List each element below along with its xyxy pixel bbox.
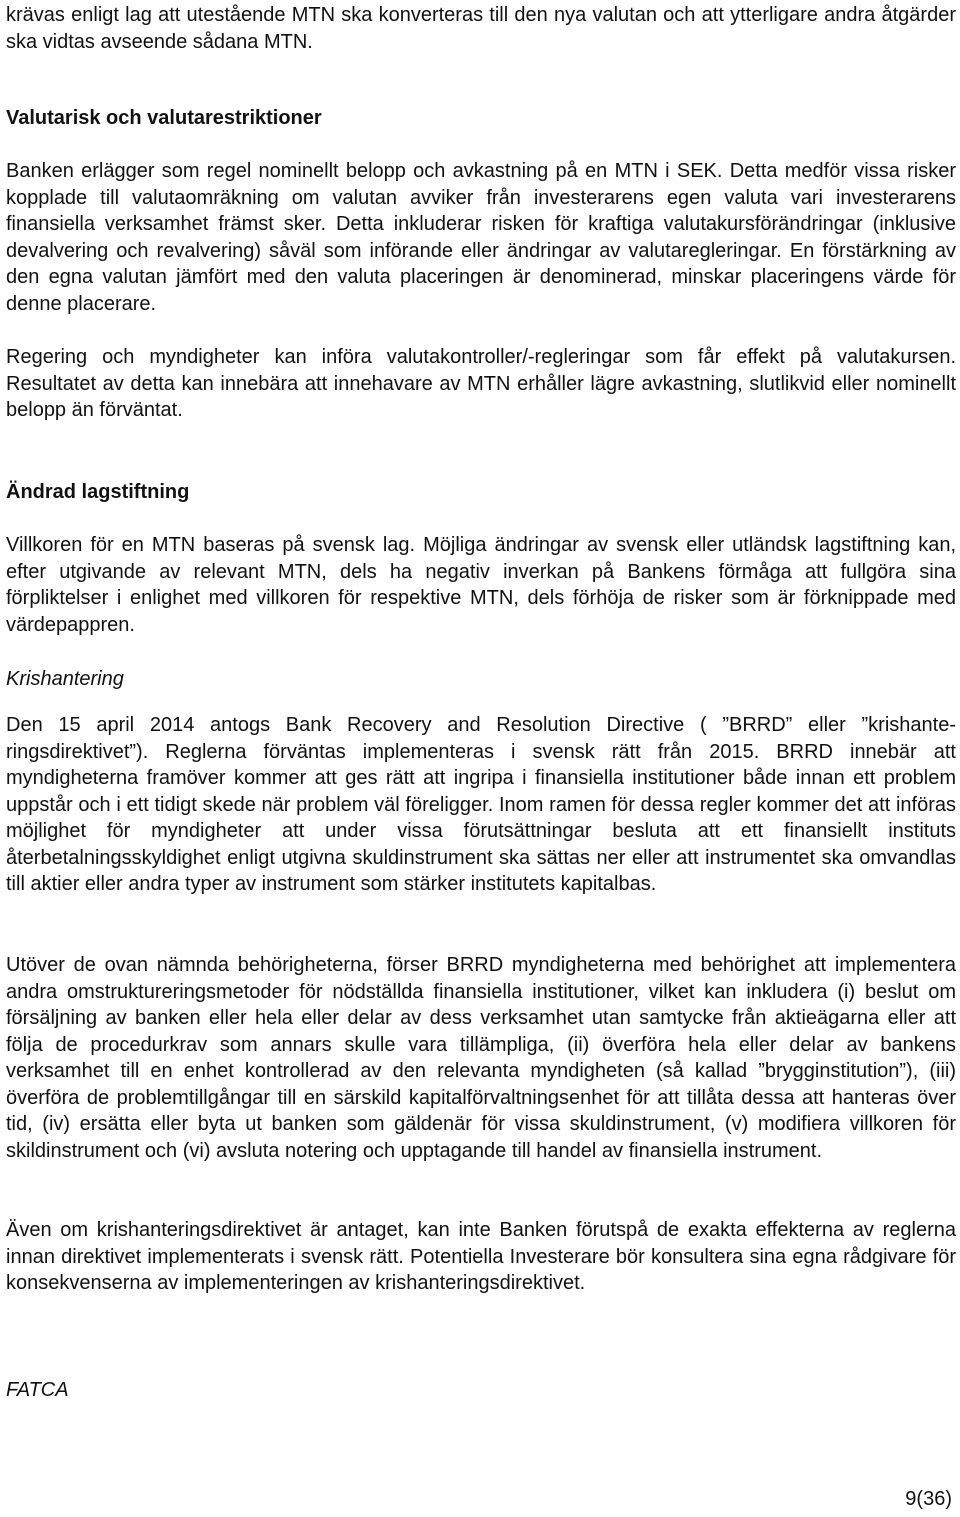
krishantering-paragraph-1: Den 15 april 2014 antogs Bank Recovery and Resolution Directive ( ”BRRD” eller ”krishanteringsdirektivet”). Reglerna förväntas implementeras i svensk rätt från 2015. BRRD innebär att myndigheterna framöver kommer att ges rätt att ingripa i finansiella institutioner både innan ett problem uppstår och i ett tidigt skede när problem väl föreligger. Inom ramen för dessa regler kommer det att införas möjlighet för myndigheter att under vissa förutsättningar besluta att ett finansiellt instituts återbetalningsskyldighet enligt utgivna skuldinstrument ska sättas ner eller att instrumentet ska omvandlas till aktier eller andra typer av instrument som stärker institutets kapitalbas. [6,714,956,895]
heading-krishantering: Krishantering [6,668,124,690]
valutarisk-paragraph-2: Regering och myndigheter kan införa valutakontroller/-regleringar som får effekt på valutakursen. Resultatet av detta kan innebära att innehavare av MTN erhåller lägre avkastning, slutlikvid eller nominellt belopp än förväntat. [6,346,956,421]
valutarisk-paragraph-1: Banken erlägger som regel nominellt belopp och avkastning på en MTN i SEK. Detta medför vissa risker kopplade till valutaomräkning om valutan avviker från investerarens egen valuta vari investerarens finansiella verksamhet främst sker. Detta inkluderar risken för kraftiga valutakursförändringar (inklusive devalvering och revalvering) såväl som införande eller ändringar av valutaregleringar. En förstärkning av den egna valutan jämfört med den valuta placeringen är denominerad, minskar placeringens värde för denne placerare. [6,160,956,315]
heading-valutarisk: Valutarisk och valutarestriktioner [6,107,322,129]
krishantering-paragraph-2: Utöver de ovan nämnda behörigheterna, förser BRRD myndigheterna med behörighet att implementera andra omstruktureringsmetoder för nödställda finansiella institutioner, vilket kan inkludera (i) beslut om försäljning av banken eller hela eller delar av dess verksamhet utan samtycke från aktieägarna eller att följa de procedurkrav som annars skulle vara tillämpliga, (ii) överföra hela eller delar av bankens verksamhet till en enhet kontrollerad av den relevanta myndigheten (så kallad ”brygginstitution”), (iii) överföra de problemtillgångar till en särskild kapitalförvaltningsenhet för att tillåta dessa att hanteras över tid, (iv) ersätta eller byta ut banken som gäldenär för vissa skuldinstrument, (v) modifiera villkoren för skildinstrument och (vi) avsluta notering och upptagande till handel av finansiella instrument. [6,954,956,1162]
heading-lagstiftning: Ändrad lagstiftning [6,481,190,503]
lagstiftning-paragraph: Villkoren för en MTN baseras på svensk lag. Möjliga ändringar av svensk eller utländsk lagstiftning kan, efter utgivande av relevant MTN, dels ha negativ inverkan på Bankens förmåga att fullgöra sina förpliktelser i enlighet med villkoren för respektive MTN, dels förhöja de risker som är förknippade med värdepappren. [6,534,956,636]
page-number: 9(36) [905,1488,952,1510]
krishantering-paragraph-3: Även om krishanteringsdirektivet är antaget, kan inte Banken förutspå de exakta effekterna av reglerna innan direktivet implementerats i svensk rätt. Potentiella Investerare bör konsultera sina egna rådgivare för konsekvenserna av implementeringen av krishanteringsdirektivet. [6,1219,956,1294]
heading-fatca: FATCA [6,1379,69,1401]
intro-paragraph: krävas enligt lag att utestående MTN ska konverteras till den nya valutan och att ytterligare andra åtgärder ska vidtas avseende sådana MTN. [6,4,956,53]
